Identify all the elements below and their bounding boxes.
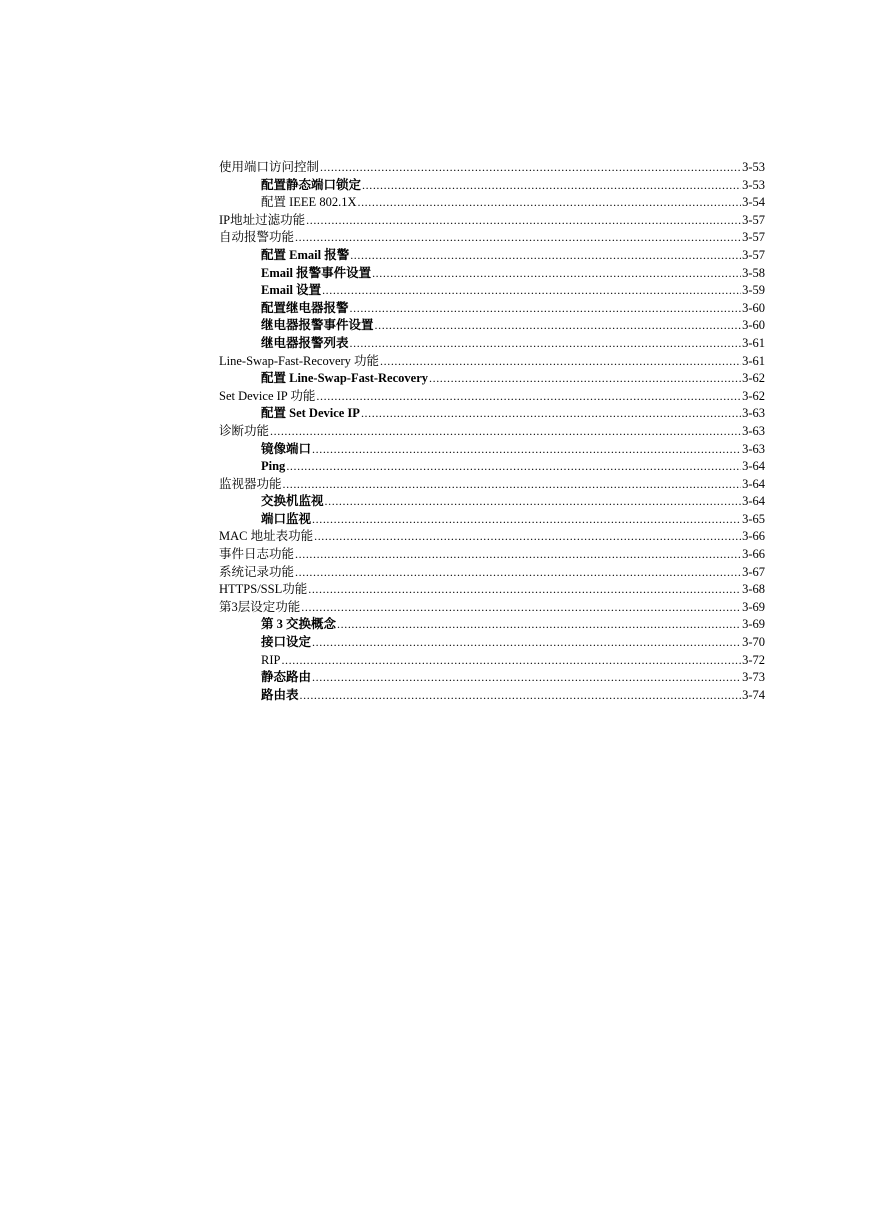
toc-entry-title: 配置 Email 报警 [261,247,350,262]
toc-dot-leader [361,405,741,423]
toc-dot-leader [320,159,741,177]
toc-entry-title: 继电器报警事件设置 [261,318,374,333]
toc-entry-title: 静态路由 [261,670,312,685]
toc-entry[interactable] [219,599,765,617]
toc-entry[interactable] [219,388,765,406]
toc-entry-title: Email 设置 [261,283,322,298]
toc-entry-title: 配置 Set Device IP [261,406,360,421]
toc-entry-title: 事件日志功能 [219,547,295,562]
toc-entry-title: 继电器报警列表 [261,335,349,350]
toc-entry-title: Email 报警事件设置 [261,265,372,280]
toc-entry[interactable] [219,247,765,265]
toc-page-number: 3-66 [742,529,765,544]
toc-dot-leader [295,564,741,582]
toc-entry-title: 接口设定 [261,635,312,650]
toc-entry[interactable] [219,370,765,388]
toc-dot-leader [300,687,742,705]
toc-page-number: 3-63 [742,406,765,421]
toc-page-number: 3-72 [742,652,765,667]
toc-page-number: 3-66 [742,547,765,562]
toc-entry[interactable] [219,405,765,423]
toc-entry-title: 配置继电器报警 [261,300,349,315]
toc-entry-title: 使用端口访问控制 [219,160,320,174]
toc-entry[interactable] [219,317,765,335]
toc-dot-leader [429,370,741,388]
toc-entry[interactable] [219,212,765,230]
toc-dot-leader [301,599,741,617]
toc-dot-leader [295,229,741,247]
toc-entry-title: 配置静态端口锁定 [261,177,362,192]
toc-entry[interactable] [219,229,765,247]
toc-dot-leader [337,616,741,634]
toc-entry-title: 自动报警功能 [219,230,295,245]
toc-page-number: 3-57 [742,230,765,245]
toc-page-number: 3-54 [742,195,765,210]
toc-page-number: 3-61 [742,335,765,350]
toc-page-number: 3-64 [742,459,765,474]
toc-dot-leader [314,528,741,546]
toc-entry[interactable] [219,687,765,705]
toc-entry-title: 系统记录功能 [219,564,295,579]
toc-entry-title: 镜像端口 [261,441,312,456]
toc-entry[interactable] [219,194,765,212]
toc-dot-leader [322,282,741,300]
toc-entry[interactable] [219,353,765,371]
toc-entry-title: RIP [261,652,281,667]
toc-dot-leader [312,669,741,687]
toc-dot-leader [375,317,742,335]
toc-entry-title: 第 3 交换概念 [261,617,337,632]
toc-page-number: 3-59 [742,283,765,298]
toc-dot-leader [316,388,741,406]
toc-entry[interactable] [219,511,765,529]
toc-entry[interactable] [219,493,765,511]
toc-entry-title: IP地址过滤功能 [219,212,306,227]
toc-entry[interactable] [219,159,765,177]
toc-entry[interactable] [219,282,765,300]
toc-page-number: 3-64 [742,476,765,491]
toc-page-number: 3-58 [742,265,765,280]
toc-entry[interactable] [219,669,765,687]
toc-page-number: 3-57 [742,247,765,262]
toc-page-number: 3-74 [742,687,765,702]
toc-entry-title: Line-Swap-Fast-Recovery 功能 [219,353,380,368]
toc-page-number: 3-62 [742,371,765,386]
toc-dot-leader [270,423,741,441]
toc-entry[interactable] [219,616,765,634]
toc-dot-leader [362,177,741,195]
toc-entry[interactable] [219,634,765,652]
toc-entry[interactable] [219,458,765,476]
toc-entry[interactable] [219,546,765,564]
toc-entry[interactable] [219,423,765,441]
toc-entry[interactable] [219,564,765,582]
toc-page-number: 3-53 [742,160,765,174]
toc-page-number: 3-69 [742,599,765,614]
toc-dot-leader [350,335,742,353]
toc-dot-leader [372,265,741,283]
toc-entry-title: 配置 Line-Swap-Fast-Recovery [261,371,428,386]
toc-entry[interactable] [219,528,765,546]
toc-entry[interactable] [219,652,765,670]
toc-page-number: 3-57 [742,212,765,227]
toc-dot-leader [325,493,742,511]
toc-page-number: 3-64 [742,494,765,509]
toc-entry-title: 端口监视 [261,511,312,526]
toc-dot-leader [350,300,742,318]
toc-dot-leader [350,247,741,265]
toc-entry[interactable] [219,476,765,494]
toc-page-number: 3-73 [742,670,765,685]
toc-entry-title: 路由表 [261,687,299,702]
toc-page-number: 3-70 [742,635,765,650]
toc-entry[interactable] [219,441,765,459]
toc-page-number: 3-69 [742,617,765,632]
toc-entry-title: Set Device IP 功能 [219,388,316,403]
toc-page-number: 3-53 [742,177,765,192]
table-of-contents [219,159,765,704]
toc-entry-title: 第3层设定功能 [219,599,301,614]
toc-page-number: 3-67 [742,564,765,579]
toc-dot-leader [283,476,742,494]
toc-entry-title: 诊断功能 [219,423,270,438]
toc-entry[interactable] [219,177,765,195]
toc-page-number: 3-63 [742,423,765,438]
toc-entry-title: 监视器功能 [219,476,282,491]
toc-dot-leader [286,458,741,476]
toc-page-number: 3-61 [742,353,765,368]
toc-page-number: 3-62 [742,388,765,403]
toc-dot-leader [306,212,741,230]
toc-dot-leader [308,581,741,599]
toc-page-number: 3-63 [742,441,765,456]
toc-page-number: 3-68 [742,582,765,597]
toc-page-number: 3-65 [742,511,765,526]
toc-dot-leader [312,441,741,459]
toc-dot-leader [380,353,741,371]
toc-entry[interactable] [219,265,765,283]
toc-entry-title: 交换机监视 [261,494,324,509]
toc-dot-leader [295,546,741,564]
toc-entry[interactable] [219,300,765,318]
toc-entry[interactable] [219,581,765,599]
toc-dot-leader [312,634,741,652]
toc-entry-title: 配置 IEEE 802.1X [261,195,357,210]
toc-entry-title: HTTPS/SSL功能 [219,582,308,597]
toc-page-number: 3-60 [742,300,765,315]
toc-dot-leader [281,652,741,670]
toc-entry-title: Ping [261,459,286,474]
toc-entry-title: MAC 地址表功能 [219,529,314,544]
toc-page-number: 3-60 [742,318,765,333]
toc-entry[interactable] [219,335,765,353]
toc-dot-leader [312,511,741,529]
toc-dot-leader [357,194,741,212]
